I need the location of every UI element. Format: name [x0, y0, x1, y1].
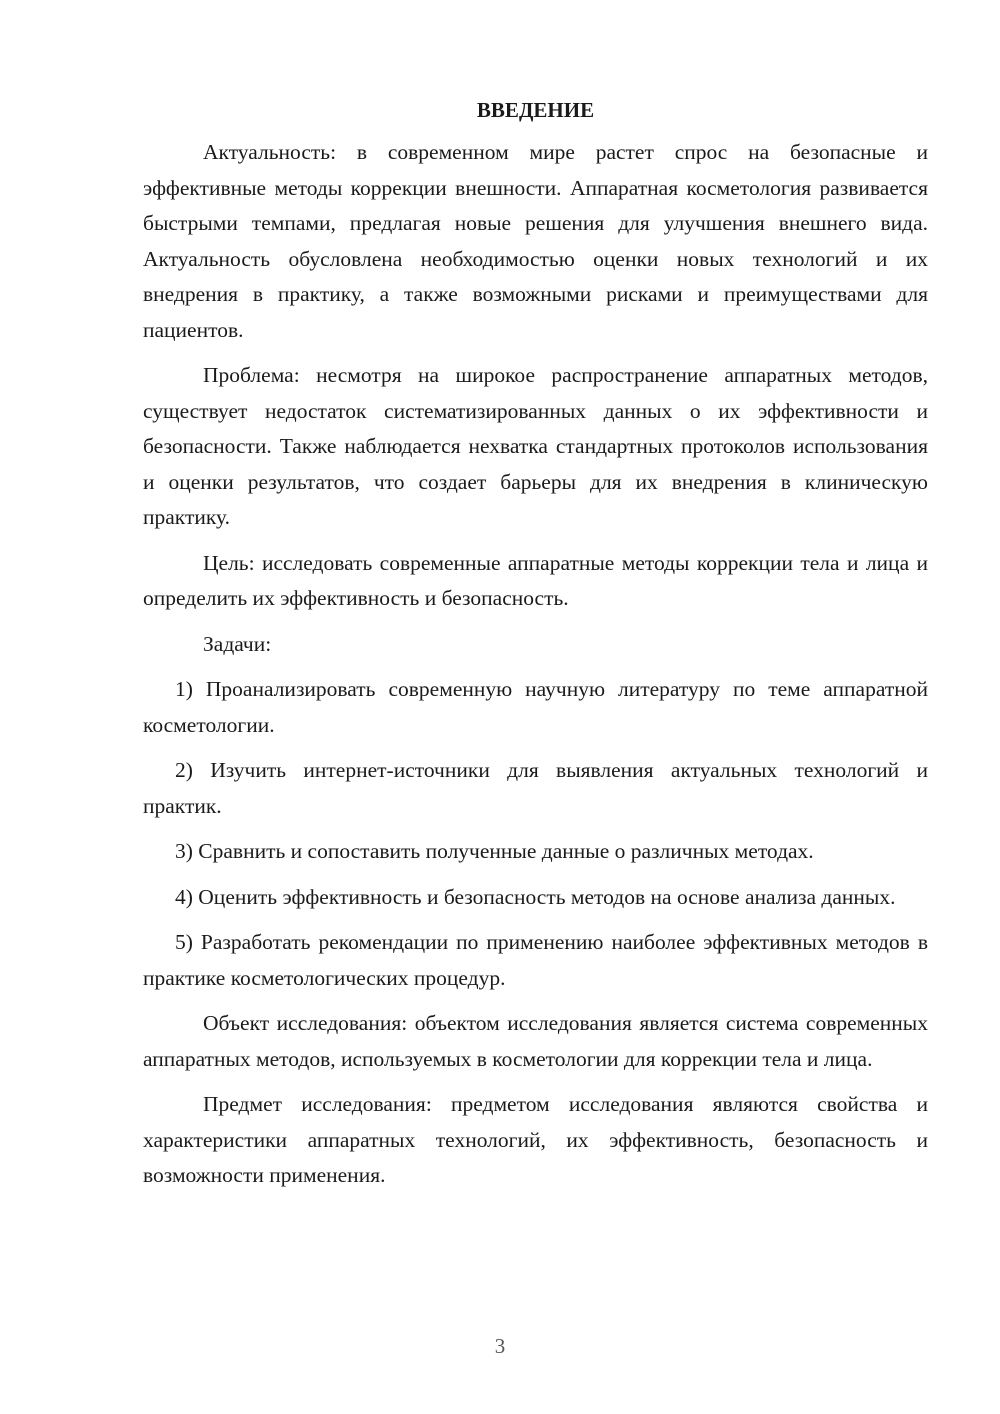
task-item-2: 2) Изучить интернет-источники для выявления актуальных технологий и практик.: [143, 758, 928, 818]
task-item-5: 5) Разработать рекомендации по применению наиболее эффективных методов в практике косметологических процедур.: [143, 930, 928, 990]
object-paragraph: Объект исследования: объектом исследования является система современных аппаратных методов, используемых в косметологии для коррекции тела и лица.: [143, 1011, 928, 1071]
task-item-4: 4) Оценить эффективность и безопасность методов на основе анализа данных.: [175, 884, 896, 909]
relevance-paragraph: Актуальность: в современном мире растет спрос на безопасные и эффективные методы коррекции внешности. Аппаратная косметология развивается быстрыми темпами, предлагая новые решения для улучшения внешнего вида. Актуальность обусловлена необходимостью оценки новых технологий и их внедрения в практику, а также возможными рисками и преимуществами для пациентов.: [143, 140, 928, 342]
page-number: 3: [494, 1334, 506, 1358]
section-title: ВВЕДЕНИЕ: [476, 98, 595, 122]
document-page: [143, 95, 928, 1204]
task-item-1: 1) Проанализировать современную научную литературу по теме аппаратной косметологии.: [143, 677, 928, 737]
tasks-heading: Задачи:: [203, 631, 272, 656]
goal-paragraph: Цель: исследовать современные аппаратные методы коррекции тела и лица и определить их эффективность и безопасность.: [143, 550, 928, 610]
subject-paragraph: Предмет исследования: предметом исследования являются свойства и характеристики аппаратных технологий, их эффективность, безопасность и возможности применения.: [143, 1092, 928, 1187]
problem-paragraph: Проблема: несмотря на широкое распространение аппаратных методов, существует недостаток систематизированных данных о их эффективности и безопасности. Также наблюдается нехватка стандартных протоколов использования и оценки результатов, что создает барьеры для их внедрения в клиническую практику.: [143, 363, 928, 529]
task-item-3: 3) Сравнить и сопоставить полученные данные о различных методах.: [175, 839, 814, 863]
